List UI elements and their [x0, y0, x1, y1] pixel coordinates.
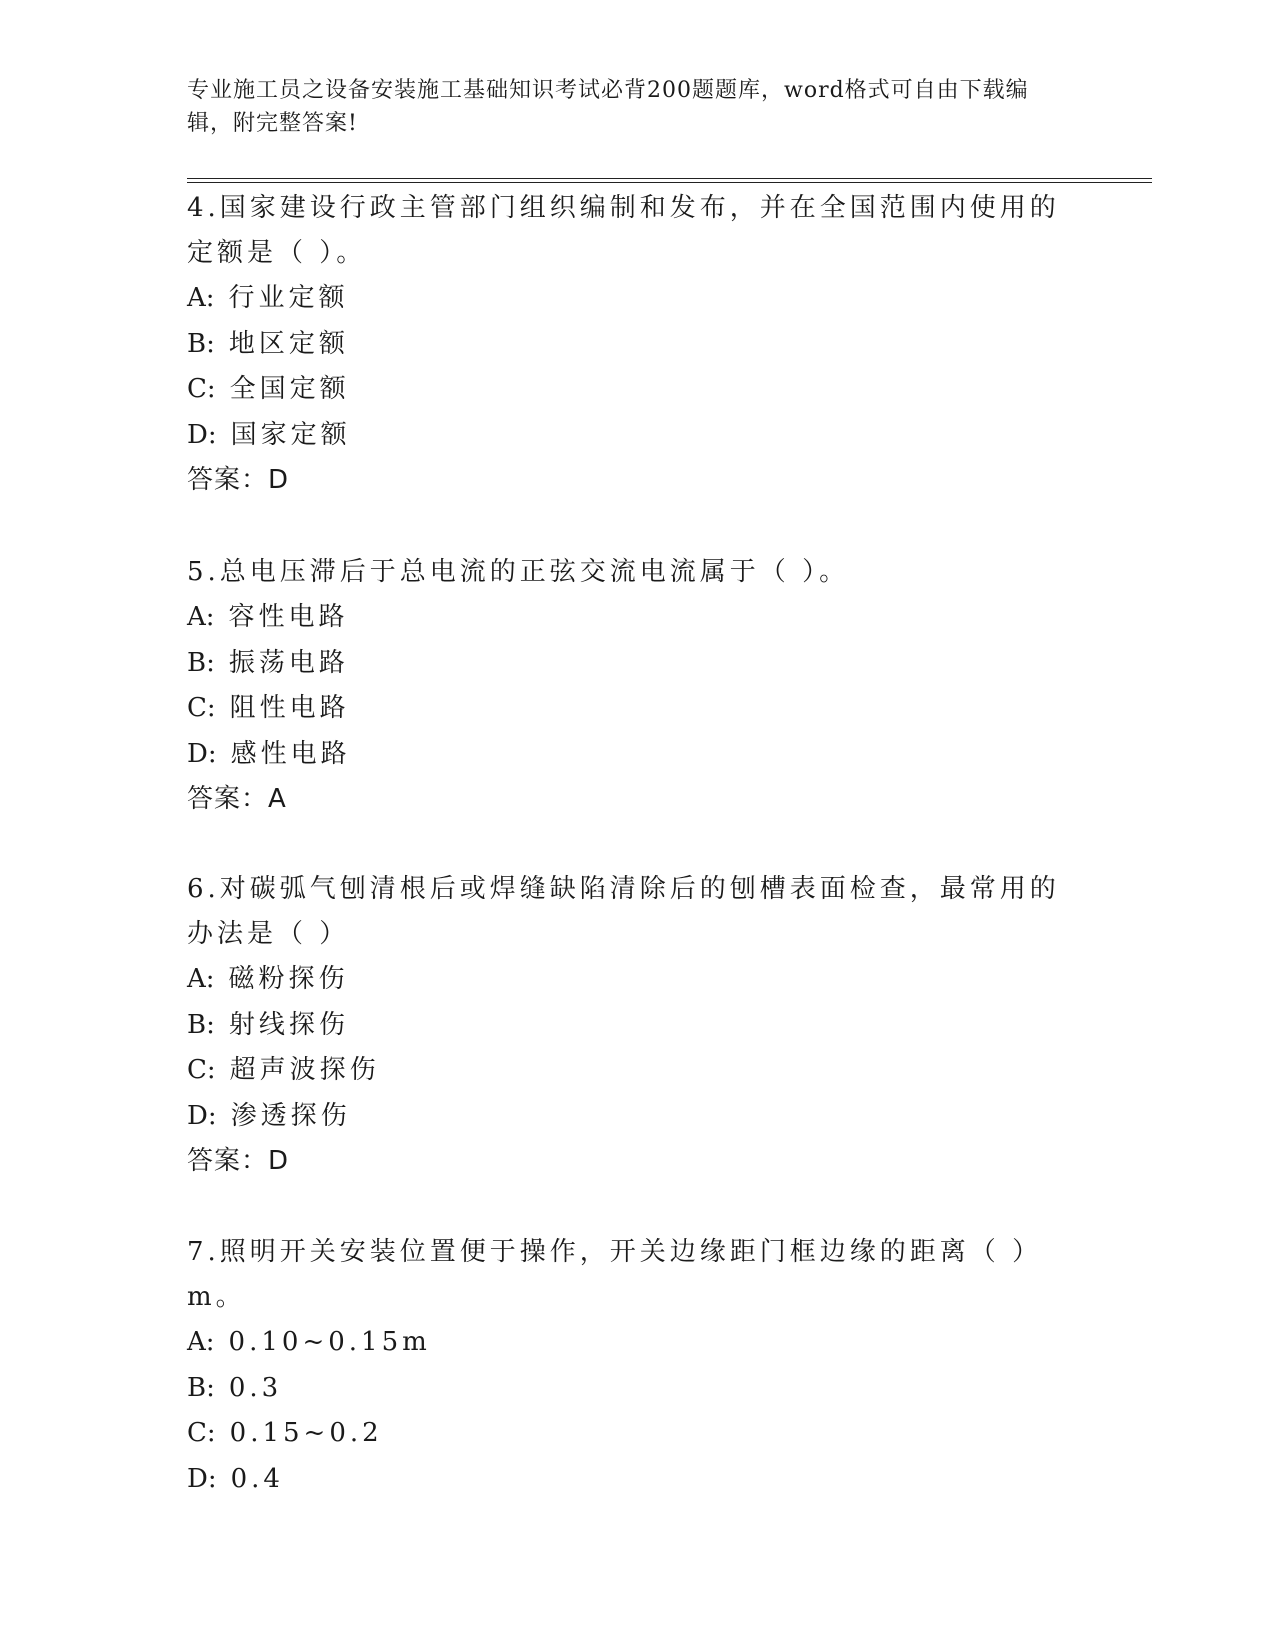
option-text: 国家定额 — [230, 419, 351, 450]
header-divider-top — [187, 178, 1152, 179]
question-6 — [187, 867, 1067, 1184]
option-a — [187, 1320, 1067, 1366]
option-label: A: — [187, 964, 215, 994]
option-text: 0.3 — [228, 1372, 283, 1403]
option-label: B: — [187, 647, 215, 678]
question-4 — [187, 186, 1067, 503]
option-label: D: — [187, 419, 217, 450]
option-label: C: — [187, 1418, 216, 1448]
option-b — [187, 1003, 1067, 1049]
option-label: B: — [187, 328, 215, 359]
option-label: A: — [187, 283, 215, 313]
option-label: B: — [187, 1009, 215, 1040]
option-label: A: — [187, 1327, 215, 1357]
option-a — [187, 276, 1067, 322]
option-c — [187, 1048, 1067, 1094]
option-text: 渗透探伤 — [230, 1100, 351, 1131]
option-text: 0.4 — [230, 1463, 284, 1494]
option-a — [187, 595, 1067, 641]
option-a — [187, 957, 1067, 1003]
option-text: 振荡电路 — [228, 647, 349, 678]
question-5 — [187, 550, 1067, 822]
question-text: 6.对碳弧气刨清根后或焊缝缺陷清除后的刨槽表面检查，最常用的办法是（ ） — [187, 874, 1060, 949]
answer: 答案：D — [187, 465, 290, 495]
header-divider-bottom — [187, 182, 1152, 183]
option-text: 超声波探伤 — [229, 1055, 380, 1085]
option-c — [187, 367, 1067, 413]
option-text: 容性电路 — [228, 602, 349, 632]
question-text: 4.国家建设行政主管部门组织编制和发布，并在全国范围内使用的定额是（ ）。 — [187, 193, 1060, 268]
option-label: C: — [187, 374, 216, 404]
option-label: B: — [187, 1372, 215, 1403]
question-text: 7.照明开关安装位置便于操作，开关边缘距门框边缘的距离（ ）m。 — [187, 1237, 1043, 1312]
option-b — [187, 641, 1067, 687]
option-text: 阻性电路 — [229, 693, 350, 723]
option-text: 0.10~0.15m — [228, 1327, 431, 1357]
option-d — [187, 413, 1067, 459]
document-header: 专业施工员之设备安装施工基础知识考试必背200题题库，word格式可自由下载编辑，附完整答案! — [187, 78, 1029, 136]
option-text: 全国定额 — [229, 374, 350, 404]
option-text: 磁粉探伤 — [228, 964, 349, 994]
option-label: C: — [187, 1055, 216, 1085]
option-d — [187, 1457, 1067, 1503]
option-text: 射线探伤 — [228, 1009, 349, 1040]
answer: 答案：A — [187, 784, 287, 814]
option-text: 行业定额 — [228, 283, 349, 313]
option-text: 感性电路 — [230, 738, 351, 769]
option-label: C: — [187, 693, 216, 723]
option-text: 0.15~0.2 — [229, 1418, 383, 1448]
answer: 答案：D — [187, 1146, 290, 1176]
option-label: D: — [187, 738, 217, 769]
option-d — [187, 1094, 1067, 1140]
option-b — [187, 322, 1067, 368]
option-c — [187, 1411, 1067, 1457]
option-b — [187, 1366, 1067, 1412]
option-c — [187, 686, 1067, 732]
option-label: A: — [187, 602, 215, 632]
option-text: 地区定额 — [228, 328, 349, 359]
question-text: 5.总电压滞后于总电流的正弦交流电流属于（ ）。 — [187, 557, 850, 587]
option-label: D: — [187, 1100, 217, 1131]
option-label: D: — [187, 1463, 217, 1494]
question-7 — [187, 1230, 1067, 1502]
option-d — [187, 732, 1067, 778]
